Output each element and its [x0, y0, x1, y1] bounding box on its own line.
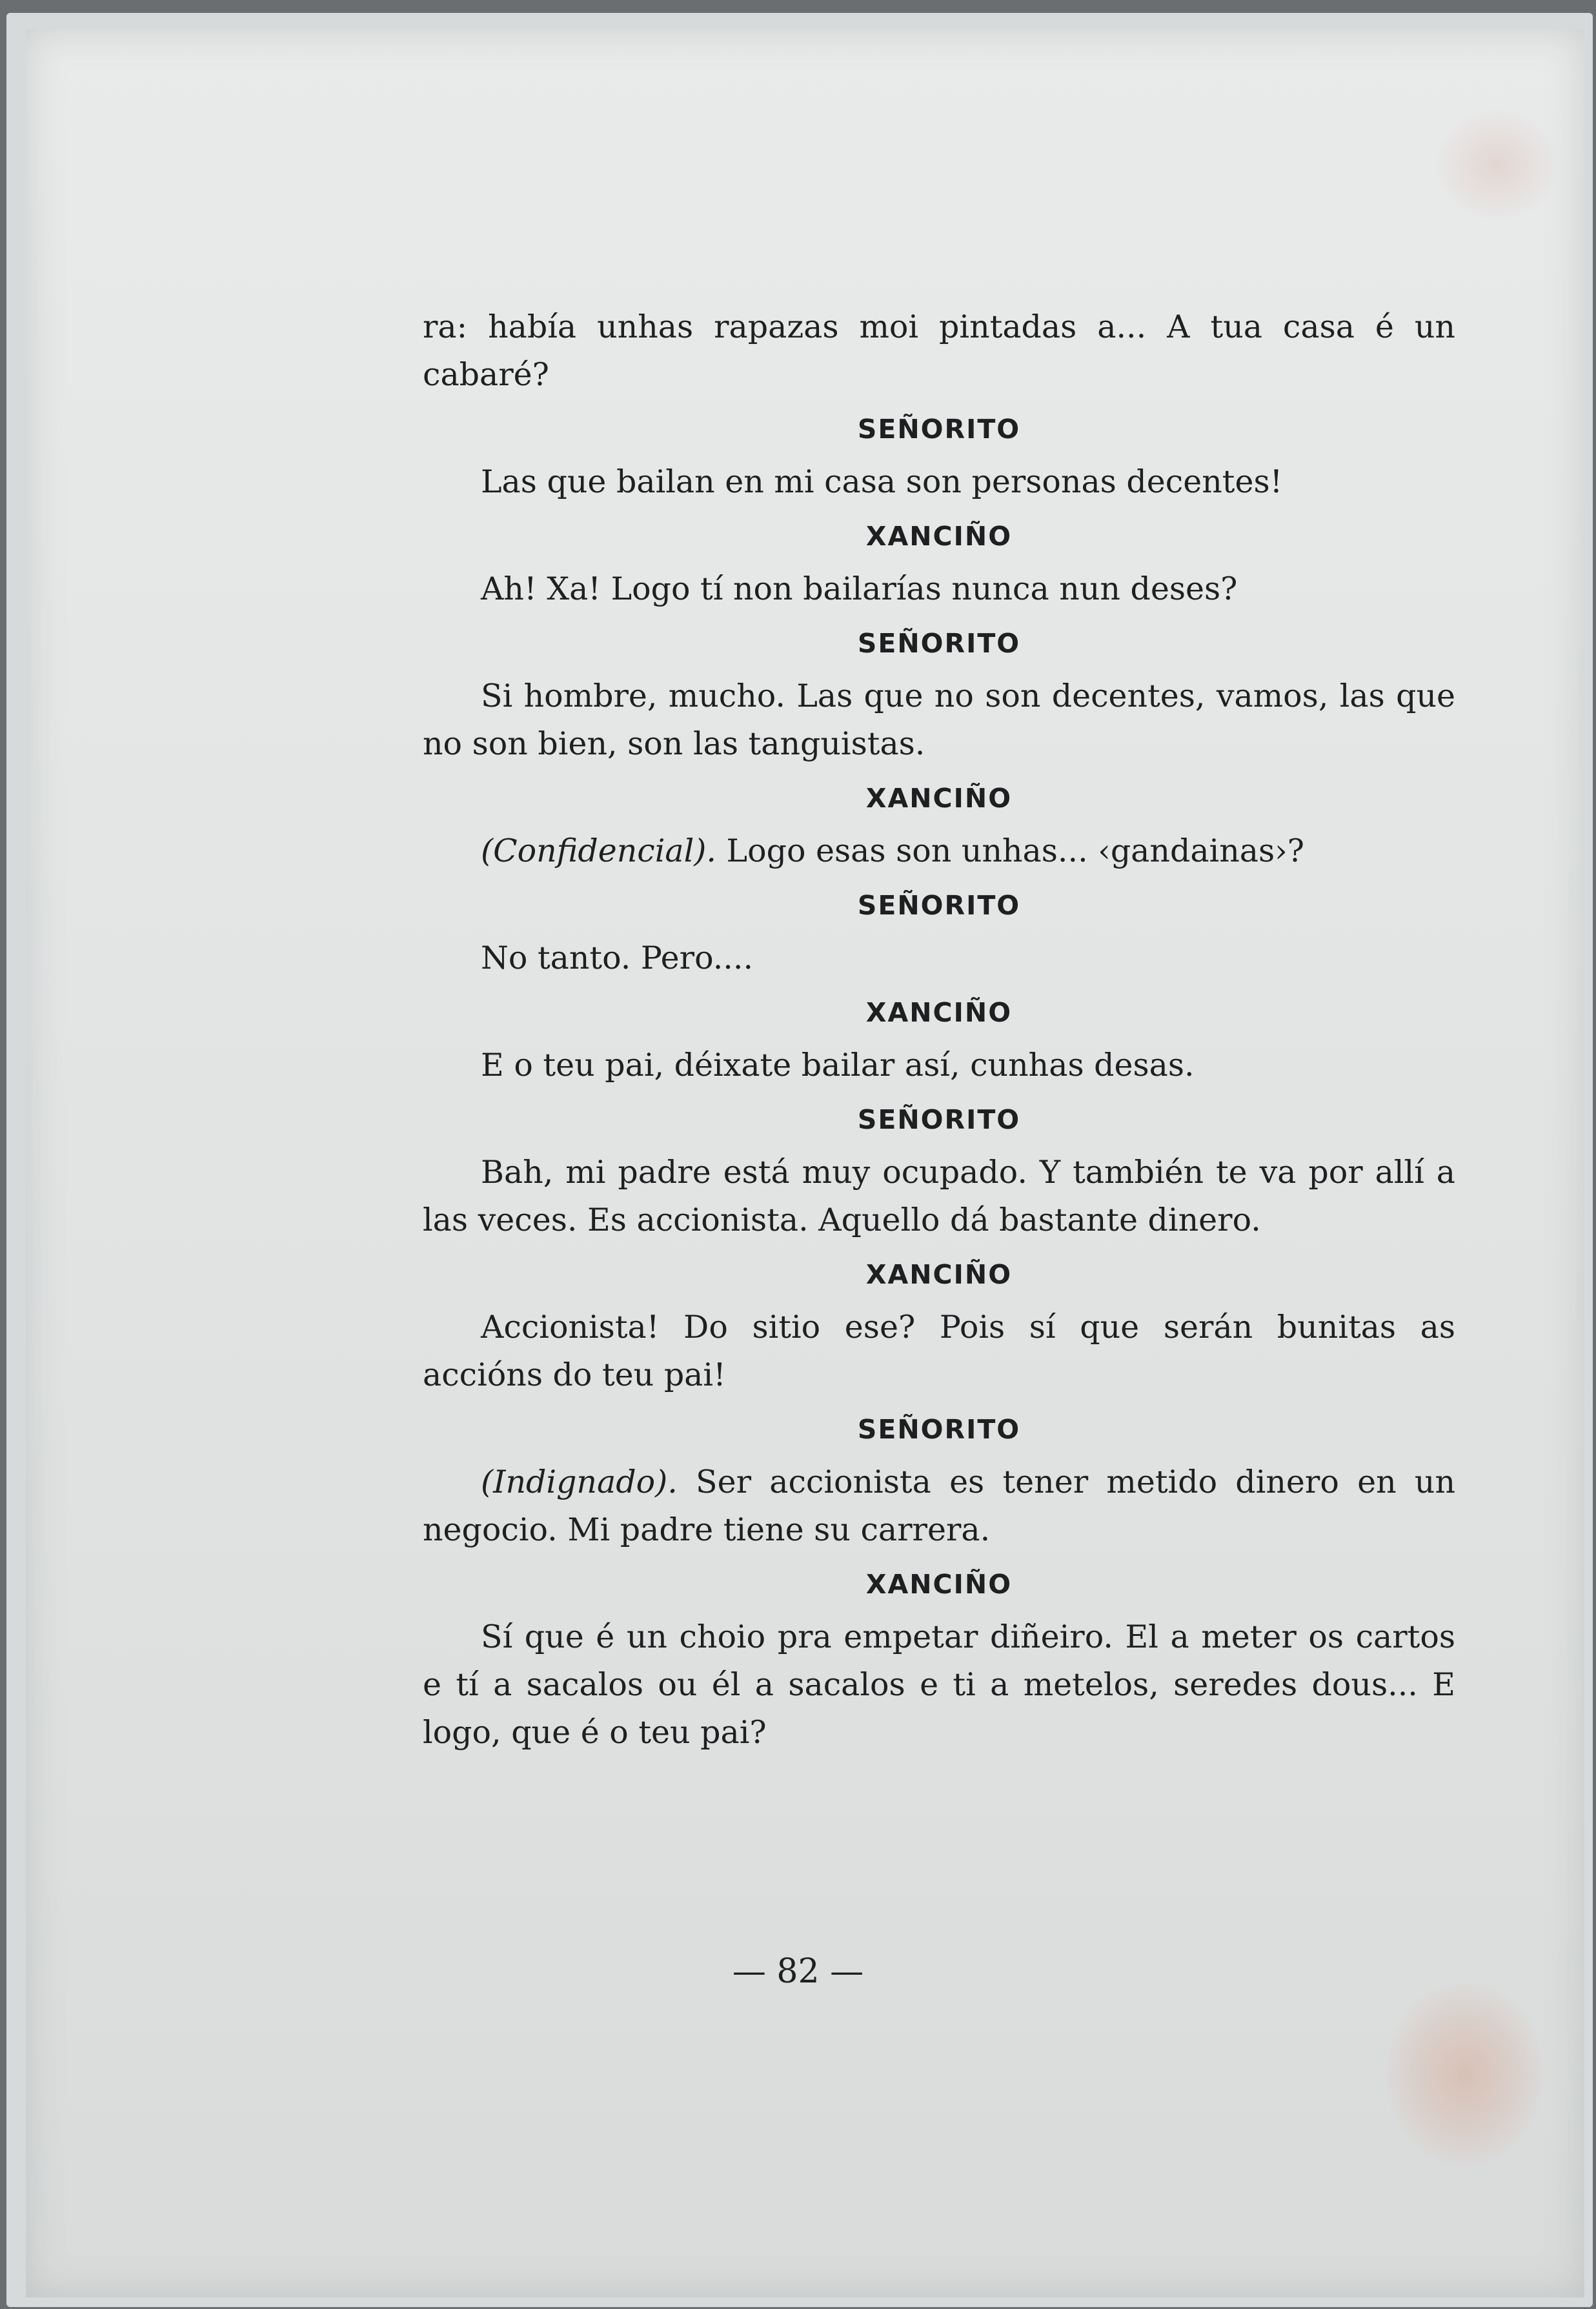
speaker-name: SEÑORITO: [857, 414, 1021, 445]
dialogue-text: [423, 303, 1455, 1757]
speaker-name: XANCIÑO: [865, 521, 1013, 552]
dialogue-line: ra: había unhas rapazas moi pintadas a... A tua casa é un cabaré?: [423, 308, 1455, 393]
speaker-name: SEÑORITO: [857, 890, 1021, 921]
speaker-name: SEÑORITO: [857, 1104, 1021, 1135]
dialogue-text-span: Logo esas son unhas... ‹gandainas›?: [716, 832, 1304, 869]
dialogue-line: Sí que é un choio pra empetar diñeiro. El a meter os cartos e tí a sacalos ou él a sacalos e ti a metelos, seredes dous... E logo, que é o teu pai?: [423, 1618, 1455, 1751]
dialogue-line: [423, 1458, 1455, 1554]
speaker-name: XANCIÑO: [865, 1569, 1013, 1600]
dialogue-line: Ah! Xa! Logo tí non bailarías nunca nun deses?: [481, 570, 1238, 607]
speaker-name: XANCIÑO: [865, 997, 1013, 1028]
page-number: — 82 —: [732, 1952, 864, 1991]
dialogue-line: No tanto. Pero....: [481, 940, 754, 976]
speaker-name: SEÑORITO: [857, 1414, 1021, 1445]
dialogue-text-span: Ser accionista es tener metido dinero en un negocio. Mi padre tiene su carrera.: [423, 1464, 1455, 1548]
speaker-name: XANCIÑO: [865, 1259, 1013, 1290]
speaker-name: SEÑORITO: [857, 628, 1021, 659]
page-stain: [1433, 106, 1562, 223]
page-stain: [1381, 1978, 1549, 2172]
dialogue-line: Bah, mi padre está muy ocupado. Y también te va por allí a las veces. Es accionista. Aquello dá bastante dinero.: [423, 1154, 1455, 1238]
speaker-name: XANCIÑO: [865, 783, 1013, 814]
dialogue-line: Si hombre, mucho. Las que no son decentes, vamos, las que no son bien, son las tanguistas.: [423, 678, 1455, 762]
dialogue-line: Accionista! Do sitio ese? Pois sí que serán bunitas as accións do teu pai!: [423, 1309, 1455, 1393]
dialogue-line: [423, 827, 1455, 875]
dialogue-line: Las que bailan en mi casa son personas decentes!: [481, 463, 1283, 500]
dialogue-line: E o teu pai, déixate bailar así, cunhas desas.: [481, 1047, 1195, 1084]
stage-direction: (Confidencial).: [481, 832, 716, 869]
stage-direction: (Indignado).: [481, 1464, 678, 1500]
